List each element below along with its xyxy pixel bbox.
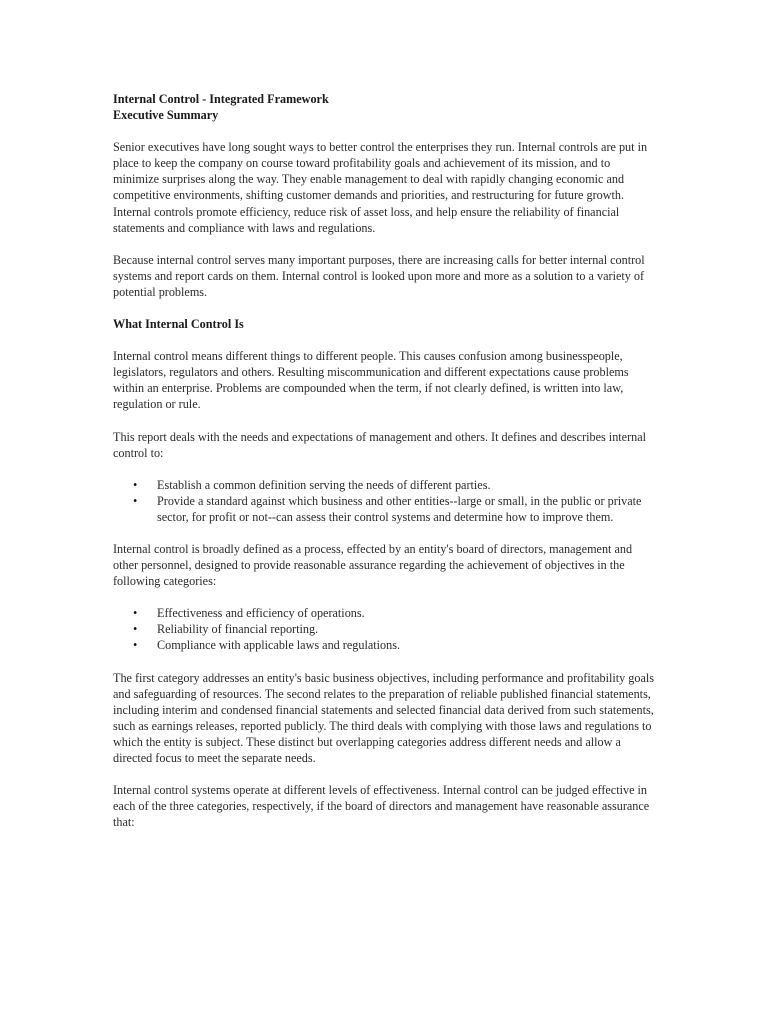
bullet-icon: • bbox=[133, 493, 138, 508]
paragraph-meaning: Internal control means different things to different people. This causes confusion among businesspeople, legislators, regulators and others. Resulting miscommunication and different expectations cause problems within an enterprise. Problems are compounded when the term, if not clearly defined, is written into law, regulation or rule. bbox=[113, 349, 629, 412]
paragraph-effectiveness: Internal control systems operate at different levels of effectiveness. Internal control can be judged effective in each of the three categories, respectively, if the board of directors and management have reasonable assurance that: bbox=[113, 783, 650, 830]
paragraph-definition: Internal control is broadly defined as a process, effected by an entity's board of directors, management and other personnel, designed to provide reasonable assurance regarding the achievement of objectives in the following categories: bbox=[113, 541, 633, 589]
list-item-text: Establish a common definition serving the needs of different parties. bbox=[157, 477, 491, 492]
paragraph-categories-explained: The first category addresses an entity's basic business objectives, including performance and profitability goals and safeguarding of resources. The second relates to the preparation of reliable published financial statements, including interim and condensed financial statements and selected financial data derived from such statements, such as earnings releases, reported publicly. The third deals with complying with those laws and regulations to which the entity is subject. These distinct but overlapping categories address different needs and allow a directed focus to meet the separate needs. bbox=[113, 670, 654, 765]
document-subtitle: Executive Summary bbox=[113, 108, 219, 123]
list-item-text: Provide a standard against which business and other entities--large or small, in the public or private sector, for profit or not--can assess their control systems and determine how to improve them. bbox=[157, 493, 642, 524]
bullet-icon: • bbox=[133, 606, 138, 621]
list-categories bbox=[113, 605, 658, 653]
list-item bbox=[133, 477, 658, 493]
paragraph-report-purpose: This report deals with the needs and expectations of management and others. It defines and describes internal control to: bbox=[113, 429, 647, 460]
list-item-text: Compliance with applicable laws and regulations. bbox=[157, 638, 401, 653]
document-page bbox=[113, 91, 658, 846]
bullet-icon: • bbox=[133, 622, 138, 637]
bullet-icon: • bbox=[133, 638, 138, 653]
list-item bbox=[133, 621, 658, 637]
list-item bbox=[133, 605, 658, 621]
document-title: Internal Control - Integrated Framework bbox=[113, 92, 329, 106]
list-item bbox=[133, 493, 658, 525]
list-item bbox=[133, 637, 658, 653]
document-title-block bbox=[113, 91, 658, 123]
list-item-text: Reliability of financial reporting. bbox=[157, 622, 319, 637]
bullet-icon: • bbox=[133, 477, 138, 492]
paragraph-purposes: Because internal control serves many important purposes, there are increasing calls for better internal control systems and report cards on them. Internal control is looked upon more and more as a solution to a variety of potential problems. bbox=[113, 252, 645, 299]
section-heading: What Internal Control Is bbox=[113, 317, 244, 332]
list-item-text: Effectiveness and efficiency of operations. bbox=[157, 606, 365, 621]
list-report-goals bbox=[113, 477, 658, 525]
paragraph-intro: Senior executives have long sought ways to better control the enterprises they run. Internal controls are put in place to keep the company on course toward profitability goals and achievement of its mission, and to minimize surprises along the way. They enable management to deal with rapidly changing economic and competitive environments, shifting customer demands and priorities, and restructuring for future growth. Internal controls promote efficiency, reduce risk of asset loss, and help ensure the reliability of financial statements and compliance with laws and regulations. bbox=[113, 140, 648, 235]
